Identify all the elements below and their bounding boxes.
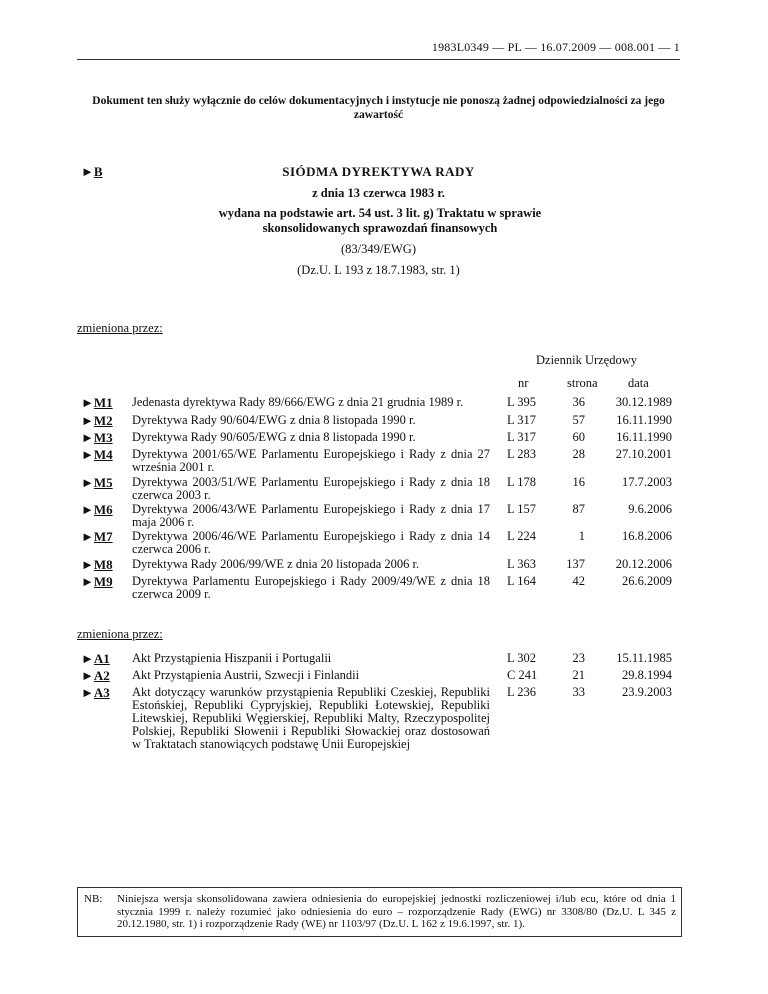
column-header-nr: nr <box>518 376 529 390</box>
act-series: L 302 <box>507 651 537 665</box>
amendment-title: Dyrektywa Rady 90/605/EWG z dnia 8 listopada 1990 r. <box>132 430 416 444</box>
act-series: C 241 <box>507 668 538 682</box>
column-header-date: data <box>628 376 649 390</box>
amendment-date: 27.10.2001 <box>615 447 672 461</box>
amendment-series: L 164 <box>507 574 537 588</box>
act-page: 21 <box>572 668 585 682</box>
marker-arrow: ► <box>81 164 94 179</box>
amendment-series: L 395 <box>507 395 537 409</box>
column-header-page: strona <box>567 376 598 390</box>
amendment-date: 16.8.2006 <box>622 529 672 543</box>
directive-number: (83/349/EWG) <box>341 242 416 256</box>
amendment-marker[interactable]: ►M5 <box>81 475 113 490</box>
amendment-series: L 363 <box>507 557 537 571</box>
amendment-marker[interactable]: ►M4 <box>81 447 113 462</box>
amendment-marker[interactable]: ►M8 <box>81 557 113 572</box>
amendment-title: Dyrektywa 2006/46/WE Parlamentu Europejskiego i Rady z dnia 14 czerwca 2006 r. <box>132 529 490 556</box>
act-series: L 236 <box>507 685 537 699</box>
official-journal-reference: (Dz.U. L 193 z 18.7.1983, str. 1) <box>297 263 460 277</box>
nb-text: Niniejsza wersja skonsolidowana zawiera odniesienia do europejskiej jednostki rozliczeniowej i/lub ecu, które od dnia 1 stycznia 1999 r. należy rozumieć jako odniesienia do euro – rozporządzenie Rady (EWG) nr 3308/80 (Dz.U. L 345 z 20.12.1980, str. 1) i rozporządzenie Rady (WE) nr 1103/97 (Dz.U. L 162 z 19.6.1997, str. 1). <box>117 893 676 930</box>
document-title: SIÓDMA DYREKTYWA RADY <box>282 164 475 179</box>
amended-by-label: zmieniona przez: <box>77 627 163 641</box>
document-subtitle: wydana na podstawie art. 54 ust. 3 lit. g) Traktatu w sprawie skonsolidowanych sprawozdań finansowych <box>218 206 542 235</box>
act-date: 23.9.2003 <box>622 685 672 699</box>
amendment-title: Dyrektywa Rady 90/604/EWG z dnia 8 listopada 1990 r. <box>132 413 416 427</box>
act-title: Akt Przystąpienia Austrii, Szwecji i Finlandii <box>132 668 360 682</box>
amendment-date: 16.11.1990 <box>616 430 672 444</box>
amendment-title: Dyrektywa 2003/51/WE Parlamentu Europejskiego i Rady z dnia 18 czerwca 2003 r. <box>132 475 490 502</box>
amendment-page: 137 <box>566 557 585 571</box>
marker-code: B <box>93 164 103 179</box>
amended-by-label: zmieniona przez: <box>77 321 163 335</box>
act-page: 23 <box>572 651 585 665</box>
amendment-marker[interactable]: ►M1 <box>81 395 113 410</box>
act-title: Akt Przystąpienia Hiszpanii i Portugalii <box>132 651 332 665</box>
act-date: 15.11.1985 <box>616 651 672 665</box>
amendment-date: 9.6.2006 <box>628 502 672 516</box>
amendment-title: Dyrektywa 2001/65/WE Parlamentu Europejskiego i Rady z dnia 27 września 2001 r. <box>132 447 490 474</box>
amendment-date: 17.7.2003 <box>622 475 672 489</box>
amendment-page: 57 <box>572 413 585 427</box>
document-reference-header: 1983L0349 — PL — 16.07.2009 — 008.001 — 1 <box>431 40 680 54</box>
amendment-series: L 317 <box>507 430 537 444</box>
amendment-series: L 283 <box>507 447 537 461</box>
amendment-page: 87 <box>572 502 585 516</box>
amendment-series: L 157 <box>507 502 537 516</box>
act-marker[interactable]: ►A1 <box>81 651 110 666</box>
amendment-page: 1 <box>578 529 585 543</box>
act-marker[interactable]: ►A3 <box>81 685 110 700</box>
amendment-page: 36 <box>572 395 585 409</box>
act-marker[interactable]: ►A2 <box>81 668 110 683</box>
amendment-title: Dyrektywa 2006/43/WE Parlamentu Europejskiego i Rady z dnia 17 maja 2006 r. <box>132 502 490 529</box>
journal-heading: Dziennik Urzędowy <box>536 353 638 367</box>
amendment-date: 30.12.1989 <box>615 395 672 409</box>
amendment-series: L 178 <box>507 475 537 489</box>
amendment-date: 20.12.2006 <box>615 557 672 571</box>
amendment-title: Dyrektywa Parlamentu Europejskiego i Rady 2009/49/WE z dnia 18 czerwca 2009 r. <box>132 574 490 601</box>
act-page: 33 <box>572 685 585 699</box>
act-date: 29.8.1994 <box>622 668 672 682</box>
amendment-marker[interactable]: ►M6 <box>81 502 113 517</box>
amendment-marker[interactable]: ►M2 <box>81 413 113 428</box>
amendment-series: L 317 <box>507 413 537 427</box>
disclaimer: Dokument ten służy wyłącznie do celów dokumentacyjnych i instytucje nie ponoszą żadnej odpowiedzialności za jego zawartość <box>92 95 665 121</box>
document-date: z dnia 13 czerwca 1983 r. <box>312 186 445 200</box>
amendment-page: 28 <box>572 447 585 461</box>
amendment-marker[interactable]: ►M9 <box>81 574 113 589</box>
amendment-series: L 224 <box>507 529 537 543</box>
amendment-marker[interactable]: ►M3 <box>81 430 113 445</box>
header-rule <box>77 59 680 60</box>
amendment-title: Dyrektywa Rady 2006/99/WE z dnia 20 listopada 2006 r. <box>132 557 420 571</box>
amendment-date: 26.6.2009 <box>622 574 672 588</box>
act-title: Akt dotyczący warunków przystąpienia Republiki Czeskiej, Republiki Estońskiej, Republiki Cypryjskiej, Republiki Łotewskiej, Republiki Litewskiej, Republiki Węgierskiej, Republiki Malty, Rzeczypospolitej Polskiej, Republiki Słowenii i Republiki Słowackiej oraz dostosowań w Traktatach stanowiących podstawę Unii Europejskiej <box>132 685 490 751</box>
amendment-date: 16.11.1990 <box>616 413 672 427</box>
amendment-page: 60 <box>572 430 585 444</box>
amendment-title: Jedenasta dyrektywa Rady 89/666/EWG z dnia 21 grudnia 1989 r. <box>132 395 464 409</box>
amendment-page: 16 <box>572 475 585 489</box>
amendment-page: 42 <box>572 574 585 588</box>
amendment-marker[interactable]: ►M7 <box>81 529 113 544</box>
nb-note-box <box>77 887 682 937</box>
nb-label: NB: <box>84 893 103 905</box>
